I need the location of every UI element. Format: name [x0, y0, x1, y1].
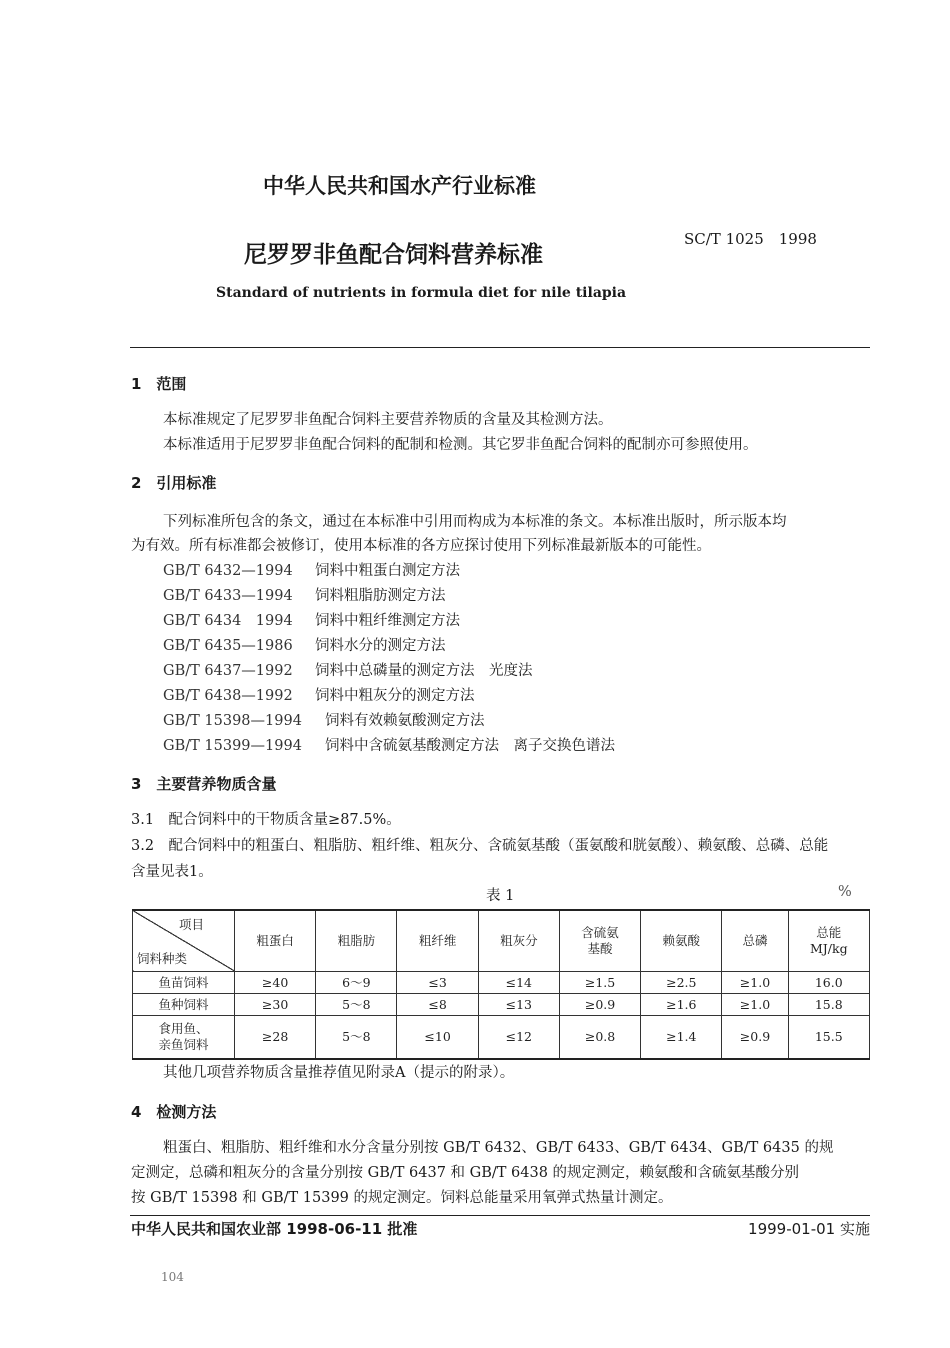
reference-item	[163, 734, 615, 755]
table-cell: 5～8	[316, 1016, 397, 1060]
nutrient-table	[132, 909, 870, 1060]
column-header: 粗蛋白	[235, 910, 316, 972]
reference-item	[163, 609, 460, 630]
reference-number: GB/T 15399—1994	[163, 738, 302, 754]
reference-item	[163, 634, 446, 655]
table-cell: ≤13	[478, 994, 559, 1016]
table-cell: ≤8	[397, 994, 478, 1016]
reference-number: GB/T 6435—1986	[163, 638, 293, 654]
reference-item	[163, 709, 485, 730]
reference-number: GB/T 6433—1994	[163, 588, 293, 604]
table-corner-cell	[133, 910, 235, 972]
row-label: 食用鱼、 亲鱼饲料	[133, 1016, 235, 1060]
reference-title: 饲料中粗蛋白测定方法	[315, 563, 460, 579]
standard-title: 尼罗罗非鱼配合饲料营养标准	[244, 242, 543, 268]
reference-title: 饲料中总磷量的测定方法 光度法	[315, 663, 533, 679]
section-1-heading: 1 范围	[131, 375, 187, 393]
table-cell: 6～9	[316, 972, 397, 994]
table-cell: 5～8	[316, 994, 397, 1016]
column-header: 总能 MJ/kg	[788, 910, 869, 972]
corner-label-item: 项目	[178, 917, 204, 932]
table-cell: ≥1.6	[641, 994, 722, 1016]
table-cell: ≥0.8	[559, 1016, 640, 1060]
table-row	[133, 994, 870, 1016]
table-cell: ≥0.9	[559, 994, 640, 1016]
reference-title: 饲料有效赖氨酸测定方法	[325, 713, 485, 729]
table-cell: ≤14	[478, 972, 559, 994]
column-header: 含硫氨 基酸	[559, 910, 640, 972]
section-2-heading: 2 引用标准	[131, 474, 217, 492]
table-cell: ≥1.0	[722, 994, 788, 1016]
section-2-intro: 为有效。所有标准都会被修订，使用本标准的各方应探讨使用下列标准最新版本的可能性。	[131, 538, 711, 554]
column-header: 粗灰分	[478, 910, 559, 972]
standard-code: SC/T 1025 1998	[684, 230, 817, 248]
table-row	[133, 1016, 870, 1060]
table-unit: %	[838, 884, 852, 900]
clause-3-2-cont: 含量见表1。	[131, 864, 213, 880]
table-cell: ≤10	[397, 1016, 478, 1060]
row-label: 鱼种饲料	[133, 994, 235, 1016]
clause-3-2: 3.2 配合饲料中的粗蛋白、粗脂肪、粗纤维、粗灰分、含硫氨基酸（蛋氨酸和胱氨酸）、赖氨酸、总磷、总能	[131, 838, 829, 854]
effective-date: 1999-01-01 实施	[748, 1220, 870, 1238]
section-3-heading: 3 主要营养物质含量	[131, 775, 277, 793]
table-cell: 16.0	[788, 972, 869, 994]
column-header: 粗脂肪	[316, 910, 397, 972]
table-cell: ≥40	[235, 972, 316, 994]
row-label: 鱼苗饲料	[133, 972, 235, 994]
table-cell: ≥0.9	[722, 1016, 788, 1060]
reference-title: 饲料中粗灰分的测定方法	[315, 688, 475, 704]
table-cell: ≥30	[235, 994, 316, 1016]
reference-number: GB/T 6434 1994	[163, 613, 293, 629]
section-1-paragraph: 本标准适用于尼罗罗非鱼配合饲料的配制和检测。其它罗非鱼配合饲料的配制亦可参照使用。	[163, 437, 758, 453]
issuing-body-title: 中华人民共和国水产行业标准	[263, 174, 536, 198]
reference-title: 饲料水分的测定方法	[315, 638, 446, 654]
clause-3-1: 3.1 配合饲料中的干物质含量≥87.5%。	[131, 812, 401, 828]
section-4-text: 定测定，总磷和粗灰分的含量分别按 GB/T 6437 和 GB/T 6438 的规定测定，赖氨酸和含硫氨基酸分别	[131, 1165, 800, 1181]
reference-item	[163, 659, 533, 680]
section-4-heading: 4 检测方法	[131, 1103, 217, 1121]
reference-number: GB/T 15398—1994	[163, 713, 302, 729]
header-divider	[130, 347, 870, 348]
reference-number: GB/T 6438—1992	[163, 688, 293, 704]
table-row	[133, 972, 870, 994]
table-cell: 15.5	[788, 1016, 869, 1060]
section-1-paragraph: 本标准规定了尼罗罗非鱼配合饲料主要营养物质的含量及其检测方法。	[163, 412, 613, 428]
page-number: 104	[161, 1270, 184, 1284]
reference-title: 饲料中粗纤维测定方法	[315, 613, 460, 629]
section-4-text: 按 GB/T 15398 和 GB/T 15399 的规定测定。饲料总能量采用氧弹式热量计测定。	[131, 1190, 673, 1206]
reference-title: 饲料粗脂肪测定方法	[315, 588, 446, 604]
section-2-intro: 下列标准所包含的条文，通过在本标准中引用而构成为本标准的条文。本标准出版时，所示版本均	[163, 514, 787, 530]
footer-divider	[130, 1215, 870, 1216]
table-note: 其他几项营养物质含量推荐值见附录A（提示的附录）。	[163, 1065, 515, 1081]
table-cell: ≤12	[478, 1016, 559, 1060]
section-4-text: 粗蛋白、粗脂肪、粗纤维和水分含量分别按 GB/T 6432、GB/T 6433、GB/T 6434、GB/T 6435 的规	[163, 1140, 834, 1156]
english-title: Standard of nutrients in formula diet for nile tilapia	[216, 285, 627, 301]
corner-label-feed-type: 饲料种类	[137, 951, 188, 967]
column-header: 总磷	[722, 910, 788, 972]
reference-item	[163, 559, 460, 580]
reference-item	[163, 684, 475, 705]
table-cell: ≥1.0	[722, 972, 788, 994]
table-caption: 表 1	[486, 888, 515, 904]
table-cell: ≥2.5	[641, 972, 722, 994]
table-header-row	[133, 910, 870, 972]
table-cell: ≥1.4	[641, 1016, 722, 1060]
table-cell: ≥28	[235, 1016, 316, 1060]
reference-item	[163, 584, 446, 605]
approval-line: 中华人民共和国农业部 1998-06-11 批准	[131, 1220, 418, 1238]
column-header: 粗纤维	[397, 910, 478, 972]
reference-title: 饲料中含硫氨基酸测定方法 离子交换色谱法	[325, 738, 615, 754]
table-cell: ≥1.5	[559, 972, 640, 994]
column-header: 赖氨酸	[641, 910, 722, 972]
table-cell: 15.8	[788, 994, 869, 1016]
reference-number: GB/T 6432—1994	[163, 563, 293, 579]
table-cell: ≤3	[397, 972, 478, 994]
reference-number: GB/T 6437—1992	[163, 663, 293, 679]
